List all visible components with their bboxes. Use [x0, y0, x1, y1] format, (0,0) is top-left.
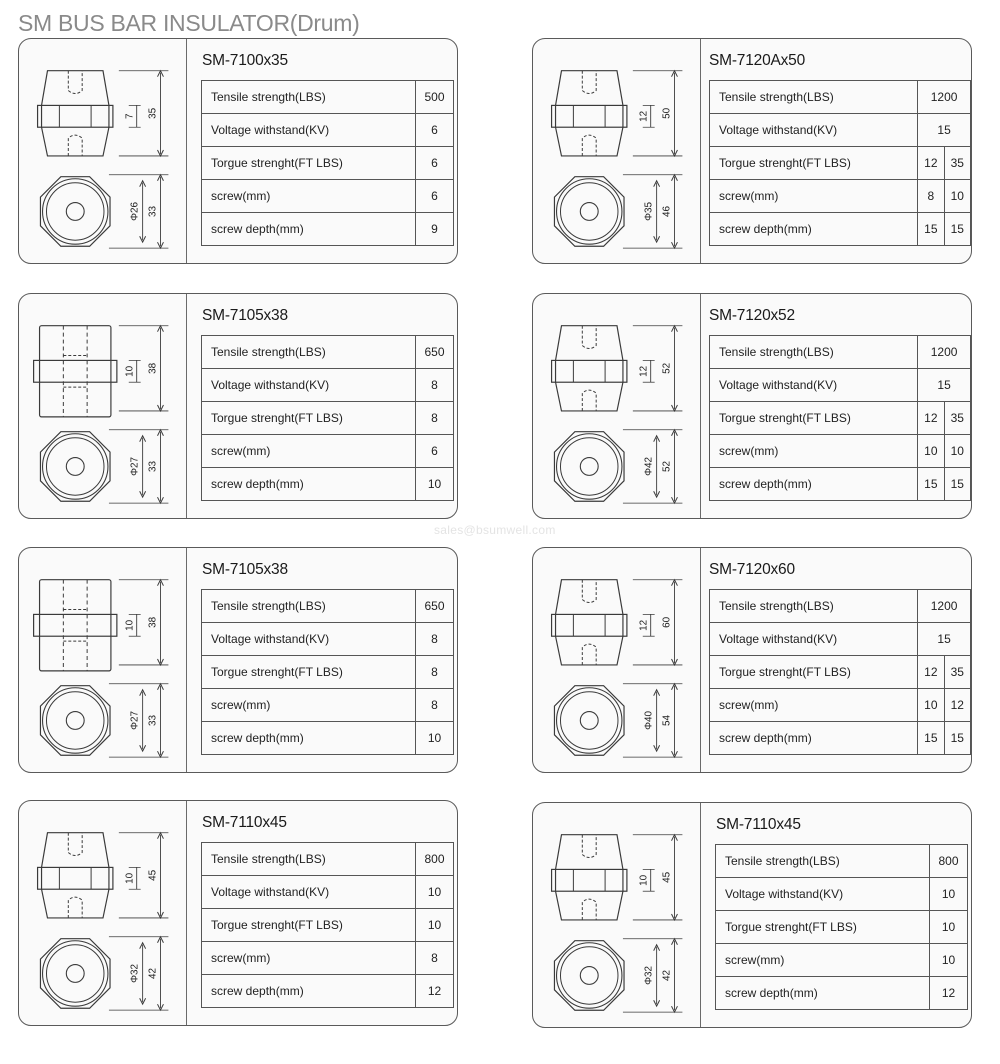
spec-value: 6 [416, 147, 454, 180]
band-dimension: 10 [638, 874, 650, 886]
spec-label: screw(mm) [202, 942, 416, 975]
spec-row-screw [710, 180, 971, 213]
spec-label: screw depth(mm) [202, 213, 416, 246]
width-dimension: 33 [147, 205, 159, 217]
height-dimension: 60 [661, 616, 673, 628]
diameter-dimension: Φ35 [643, 201, 655, 221]
band-dimension: 12 [638, 619, 650, 631]
spec-value-max: 12 [944, 689, 970, 722]
spec-value-min: 12 [918, 402, 944, 435]
width-dimension: 42 [661, 969, 673, 981]
contact-email-watermark: sales@bsumwell.com [434, 523, 556, 537]
spec-row-tensile [710, 590, 971, 623]
spec-row-voltage [202, 114, 454, 147]
spec-value: 12 [930, 977, 968, 1010]
spec-label: Voltage withstand(KV) [202, 623, 416, 656]
height-dimension: 45 [147, 869, 159, 881]
spec-label: screw(mm) [710, 435, 918, 468]
spec-value: 1200 [918, 81, 971, 114]
model-number: SM-7105x38 [202, 561, 288, 578]
insulator-drawing [533, 548, 699, 772]
product-card [18, 800, 458, 1026]
spec-label: screw(mm) [202, 180, 416, 213]
spec-value-min: 10 [918, 689, 944, 722]
model-number: SM-7110x45 [202, 814, 287, 831]
spec-row-torque [202, 909, 454, 942]
spec-value: 8 [416, 656, 454, 689]
spec-row-voltage [710, 369, 971, 402]
spec-row-torque [710, 656, 971, 689]
insulator-drawing [19, 294, 185, 518]
band-dimension: 12 [638, 110, 650, 122]
product-card [532, 38, 972, 264]
spec-value-max: 35 [944, 402, 970, 435]
spec-label: Tensile strength(LBS) [710, 590, 918, 623]
spec-row-tensile [202, 590, 454, 623]
height-dimension: 45 [661, 871, 673, 883]
product-card [532, 293, 972, 519]
spec-value: 500 [416, 81, 454, 114]
spec-value-max: 35 [944, 656, 970, 689]
spec-row-tensile [710, 336, 971, 369]
card-divider [700, 803, 701, 1027]
spec-label: screw depth(mm) [710, 213, 918, 246]
spec-value: 10 [416, 909, 454, 942]
spec-label: screw(mm) [716, 944, 930, 977]
spec-row-screw [710, 435, 971, 468]
spec-table [201, 80, 454, 246]
spec-value: 1200 [918, 336, 971, 369]
spec-row-torque [710, 147, 971, 180]
spec-label: Tensile strength(LBS) [202, 590, 416, 623]
spec-row-torque [202, 147, 454, 180]
spec-label: Tensile strength(LBS) [710, 81, 918, 114]
diameter-dimension: Φ26 [129, 201, 141, 221]
insulator-drawing [19, 548, 185, 772]
spec-value: 10 [930, 878, 968, 911]
spec-row-screw [202, 689, 454, 722]
spec-value: 8 [416, 369, 454, 402]
spec-label: Voltage withstand(KV) [202, 114, 416, 147]
spec-label: Voltage withstand(KV) [710, 114, 918, 147]
spec-row-tensile [202, 336, 454, 369]
spec-row-torque [710, 402, 971, 435]
band-dimension: 10 [124, 872, 136, 884]
spec-value: 10 [416, 876, 454, 909]
product-card [18, 547, 458, 773]
spec-value: 15 [918, 369, 971, 402]
spec-value: 15 [918, 114, 971, 147]
band-dimension: 10 [124, 365, 136, 377]
diameter-dimension: Φ32 [643, 965, 655, 985]
spec-label: Torgue strenght(FT LBS) [710, 402, 918, 435]
spec-label: Torgue strenght(FT LBS) [716, 911, 930, 944]
spec-label: screw(mm) [202, 689, 416, 722]
spec-label: Tensile strength(LBS) [710, 336, 918, 369]
diameter-dimension: Φ27 [129, 710, 141, 730]
spec-label: Torgue strenght(FT LBS) [710, 147, 918, 180]
spec-row-torque [202, 402, 454, 435]
spec-value-max: 10 [944, 180, 970, 213]
spec-row-depth [710, 468, 971, 501]
spec-label: Voltage withstand(KV) [202, 369, 416, 402]
spec-label: Torgue strenght(FT LBS) [202, 402, 416, 435]
width-dimension: 42 [147, 967, 159, 979]
card-divider [186, 294, 187, 518]
card-divider [186, 39, 187, 263]
spec-label: Tensile strength(LBS) [716, 845, 930, 878]
spec-label: Torgue strenght(FT LBS) [202, 147, 416, 180]
product-card [18, 38, 458, 264]
height-dimension: 50 [661, 107, 673, 119]
spec-label: screw(mm) [710, 180, 918, 213]
diameter-dimension: Φ40 [643, 710, 655, 730]
spec-row-depth [716, 977, 968, 1010]
spec-value: 800 [416, 843, 454, 876]
spec-value: 8 [416, 623, 454, 656]
spec-value: 1200 [918, 590, 971, 623]
model-number: SM-7100x35 [202, 52, 288, 69]
spec-label: screw(mm) [202, 435, 416, 468]
spec-label: screw depth(mm) [716, 977, 930, 1010]
card-divider [700, 548, 701, 772]
spec-label: screw depth(mm) [202, 975, 416, 1008]
page-title: SM BUS BAR INSULATOR(Drum) [18, 10, 360, 36]
spec-table [709, 589, 971, 755]
spec-label: Tensile strength(LBS) [202, 336, 416, 369]
spec-value: 800 [930, 845, 968, 878]
spec-value: 8 [416, 689, 454, 722]
spec-row-screw [202, 435, 454, 468]
spec-row-torque [202, 656, 454, 689]
spec-row-depth [202, 722, 454, 755]
card-divider [700, 294, 701, 518]
spec-value: 8 [416, 402, 454, 435]
spec-value-max: 15 [944, 213, 970, 246]
spec-row-depth [710, 722, 971, 755]
insulator-drawing [19, 39, 185, 263]
spec-row-voltage [716, 878, 968, 911]
spec-value-min: 15 [918, 468, 944, 501]
spec-table [201, 335, 454, 501]
spec-value-max: 35 [944, 147, 970, 180]
model-number: SM-7105x38 [202, 307, 288, 324]
spec-value-max: 15 [944, 722, 970, 755]
spec-value: 10 [930, 911, 968, 944]
model-number: SM-7120x52 [709, 307, 795, 324]
product-card [532, 547, 972, 773]
width-dimension: 33 [147, 714, 159, 726]
spec-value-min: 8 [918, 180, 944, 213]
insulator-drawing [533, 803, 699, 1027]
card-divider [186, 801, 187, 1025]
spec-value-min: 15 [918, 213, 944, 246]
spec-table [201, 842, 454, 1008]
spec-row-depth [202, 975, 454, 1008]
spec-label: screw depth(mm) [202, 468, 416, 501]
spec-label: Torgue strenght(FT LBS) [202, 656, 416, 689]
spec-value-min: 10 [918, 435, 944, 468]
spec-value-max: 10 [944, 435, 970, 468]
diameter-dimension: Φ42 [643, 456, 655, 476]
spec-label: screw depth(mm) [710, 468, 918, 501]
width-dimension: 54 [661, 714, 673, 726]
spec-value-min: 15 [918, 722, 944, 755]
card-divider [186, 548, 187, 772]
spec-value-min: 12 [918, 656, 944, 689]
band-dimension: 7 [124, 113, 136, 120]
insulator-drawing [533, 39, 699, 263]
height-dimension: 38 [147, 616, 159, 628]
spec-label: Voltage withstand(KV) [716, 878, 930, 911]
model-number: SM-7120Ax50 [709, 52, 806, 69]
product-card [532, 802, 972, 1028]
spec-value: 10 [930, 944, 968, 977]
spec-row-screw [716, 944, 968, 977]
height-dimension: 38 [147, 362, 159, 374]
spec-table [715, 844, 968, 1010]
spec-label: screw depth(mm) [202, 722, 416, 755]
product-card [18, 293, 458, 519]
spec-table [709, 335, 971, 501]
spec-value-max: 15 [944, 468, 970, 501]
spec-value: 6 [416, 114, 454, 147]
spec-value: 10 [416, 468, 454, 501]
spec-row-voltage [202, 623, 454, 656]
spec-label: Voltage withstand(KV) [710, 623, 918, 656]
spec-value-min: 12 [918, 147, 944, 180]
band-dimension: 10 [124, 619, 136, 631]
spec-value: 650 [416, 590, 454, 623]
spec-row-tensile [710, 81, 971, 114]
spec-value: 6 [416, 435, 454, 468]
width-dimension: 52 [661, 460, 673, 472]
spec-row-torque [716, 911, 968, 944]
spec-value: 9 [416, 213, 454, 246]
spec-value: 15 [918, 623, 971, 656]
insulator-drawing [533, 294, 699, 518]
spec-value: 6 [416, 180, 454, 213]
spec-row-screw [202, 942, 454, 975]
spec-row-voltage [710, 623, 971, 656]
insulator-drawing [19, 801, 185, 1025]
width-dimension: 46 [661, 205, 673, 217]
spec-label: screw(mm) [710, 689, 918, 722]
spec-value: 650 [416, 336, 454, 369]
spec-value: 10 [416, 722, 454, 755]
model-number: SM-7110x45 [716, 816, 801, 833]
height-dimension: 52 [661, 362, 673, 374]
spec-label: Torgue strenght(FT LBS) [710, 656, 918, 689]
spec-row-depth [202, 213, 454, 246]
spec-label: screw depth(mm) [710, 722, 918, 755]
spec-value: 8 [416, 942, 454, 975]
height-dimension: 35 [147, 107, 159, 119]
spec-row-depth [710, 213, 971, 246]
spec-row-screw [202, 180, 454, 213]
spec-row-screw [710, 689, 971, 722]
spec-value: 12 [416, 975, 454, 1008]
width-dimension: 33 [147, 460, 159, 472]
spec-row-tensile [202, 81, 454, 114]
diameter-dimension: Φ27 [129, 456, 141, 476]
spec-row-voltage [202, 369, 454, 402]
spec-row-voltage [710, 114, 971, 147]
spec-table [201, 589, 454, 755]
spec-row-voltage [202, 876, 454, 909]
spec-row-tensile [202, 843, 454, 876]
spec-label: Tensile strength(LBS) [202, 843, 416, 876]
diameter-dimension: Φ32 [129, 963, 141, 983]
spec-label: Tensile strength(LBS) [202, 81, 416, 114]
spec-row-depth [202, 468, 454, 501]
spec-label: Voltage withstand(KV) [202, 876, 416, 909]
spec-label: Torgue strenght(FT LBS) [202, 909, 416, 942]
band-dimension: 12 [638, 365, 650, 377]
spec-table [709, 80, 971, 246]
card-divider [700, 39, 701, 263]
spec-label: Voltage withstand(KV) [710, 369, 918, 402]
model-number: SM-7120x60 [709, 561, 795, 578]
spec-row-tensile [716, 845, 968, 878]
